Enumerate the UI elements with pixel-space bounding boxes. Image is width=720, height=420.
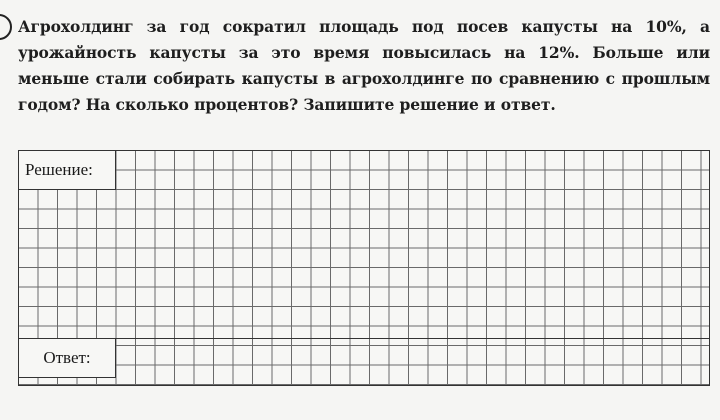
task-number-circle	[0, 14, 12, 40]
solution-label: Решение:	[18, 150, 116, 190]
answer-field[interactable]	[115, 338, 709, 378]
answer-label: Ответ:	[18, 338, 116, 378]
grid-answer-sheet[interactable]	[18, 150, 710, 386]
problem-statement: Агрохолдинг за год сократил площадь под посев капусты на 10%, а урожайность капусты за это время повысилась на 12%. Больше или меньше стали собирать капусты в агрохолдинге по сравнению с прошлым годом? На сколько процентов? Запишите решение и ответ.	[18, 17, 710, 114]
